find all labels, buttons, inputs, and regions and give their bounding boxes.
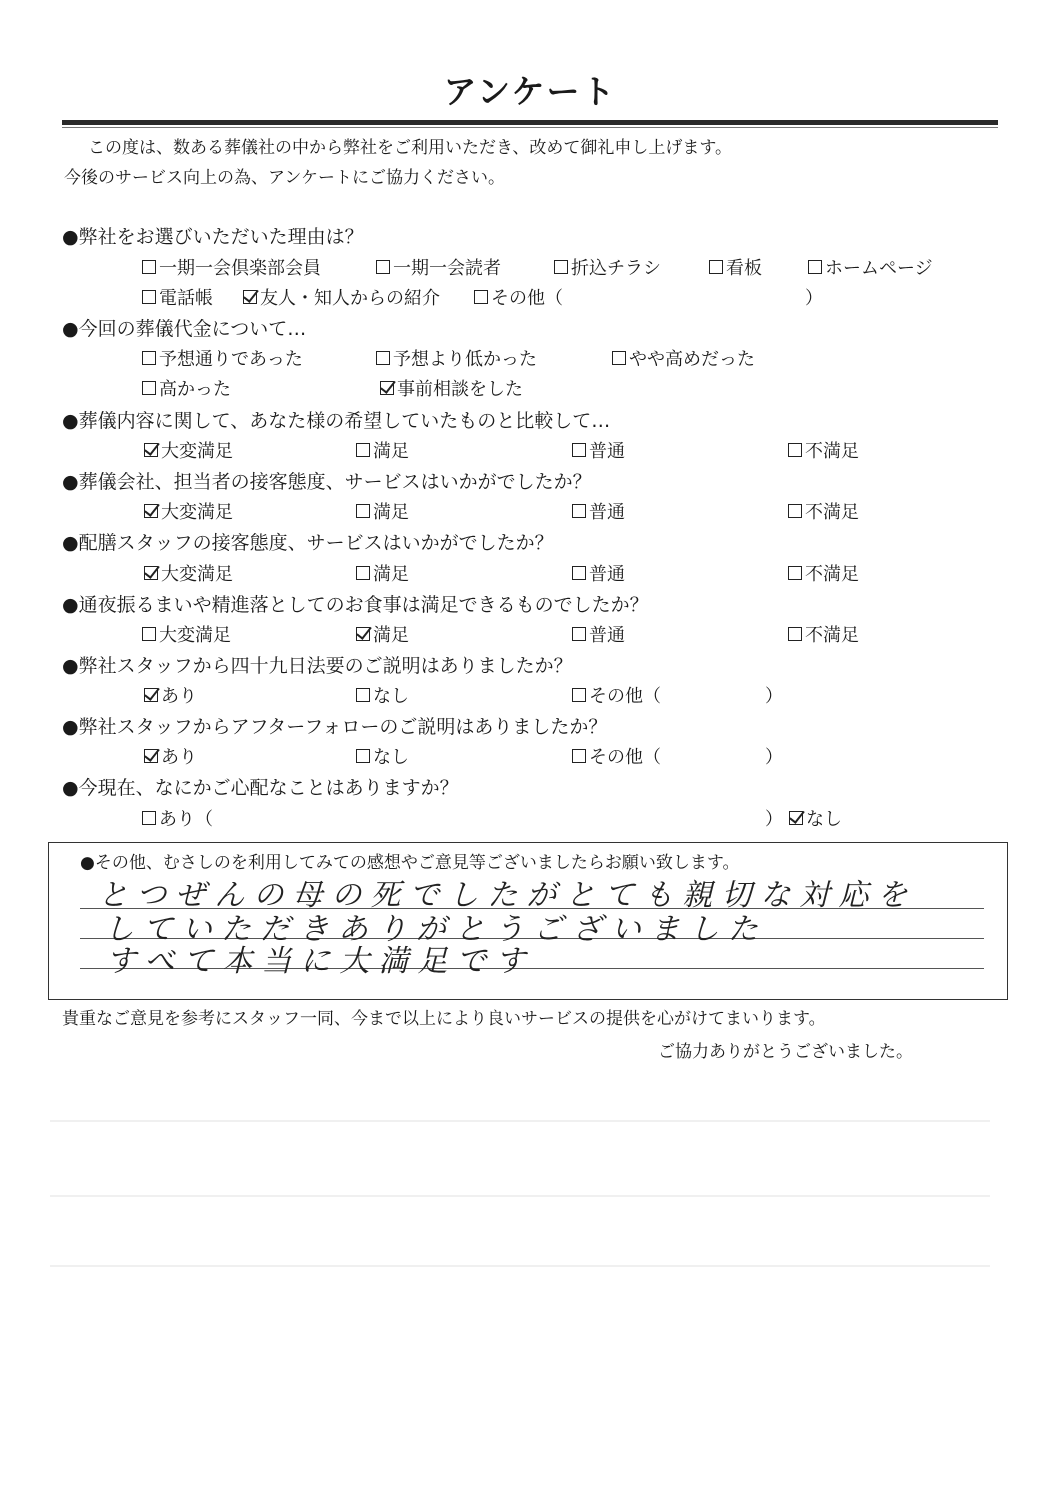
checkbox-checked[interactable] (144, 504, 158, 518)
checkbox-checked[interactable] (144, 443, 158, 457)
checkbox[interactable] (572, 688, 586, 702)
option-q1-sign[interactable]: 看板 (709, 254, 762, 280)
option-q2-lower[interactable]: 予想より低かった (376, 345, 537, 371)
checkbox[interactable] (356, 504, 370, 518)
option-q8-yes[interactable]: あり (144, 743, 197, 769)
checkbox-checked[interactable] (144, 566, 158, 580)
checkbox[interactable] (142, 627, 156, 641)
checkbox[interactable] (142, 260, 156, 274)
close-paren: ） (765, 809, 783, 830)
option-q3-very-satisfied[interactable]: 大変満足 (144, 437, 233, 463)
checkbox[interactable] (788, 627, 802, 641)
option-q3-unsatisfied[interactable]: 不満足 (788, 437, 859, 463)
option-q6-satisfied[interactable]: 満足 (356, 621, 409, 647)
question-9: ●今現在、なにかご心配なことはありますか？ (62, 777, 459, 799)
option-q4-satisfied[interactable]: 満足 (356, 498, 409, 524)
intro-line-2: 今後のサービス向上の為、アンケートにご協力ください。 (64, 168, 505, 188)
option-q8-other[interactable]: その他（ (572, 743, 661, 769)
checkbox[interactable] (572, 504, 586, 518)
checkbox-checked[interactable] (243, 290, 257, 304)
option-q9-no[interactable]: なし (789, 805, 842, 831)
option-q7-no[interactable]: なし (356, 682, 409, 708)
option-q1-reader[interactable]: 一期一会読者 (376, 254, 501, 280)
option-q7-yes[interactable]: あり (144, 682, 197, 708)
handwritten-line-3: すべて本当に大満足です (106, 944, 535, 979)
option-q1-flyer[interactable]: 折込チラシ (554, 254, 661, 280)
bleed-through-mark (50, 1120, 990, 1122)
checkbox[interactable] (788, 443, 802, 457)
checkbox[interactable] (572, 443, 586, 457)
option-q1-referral[interactable]: 友人・知人からの紹介 (243, 284, 440, 310)
option-q3-satisfied[interactable]: 満足 (356, 437, 409, 463)
footer-line-1: 貴重なご意見を参考にスタッフ一同、今まで以上により良いサービスの提供を心がけてまいります。 (62, 1009, 826, 1029)
question-4: ●葬儀会社、担当者の接客態度、サービスはいかがでしたか？ (62, 471, 592, 493)
option-q6-very-satisfied[interactable]: 大変満足 (142, 621, 231, 647)
option-q4-normal[interactable]: 普通 (572, 498, 625, 524)
comment-question: ●その他、むさしのを利用してみての感想やご意見等ございましたらお願い致します。 (80, 853, 740, 873)
checkbox-checked[interactable] (789, 811, 803, 825)
bleed-through-mark (50, 1265, 990, 1267)
checkbox[interactable] (709, 260, 723, 274)
checkbox-checked[interactable] (380, 381, 394, 395)
checkbox[interactable] (788, 504, 802, 518)
option-q6-normal[interactable]: 普通 (572, 621, 625, 647)
question-5: ●配膳スタッフの接客態度、サービスはいかがでしたか？ (62, 532, 554, 554)
checkbox-checked[interactable] (144, 688, 158, 702)
bleed-through-mark (50, 1195, 990, 1197)
checkbox[interactable] (142, 351, 156, 365)
option-q2-high[interactable]: 高かった (142, 375, 231, 401)
question-7: ●弊社スタッフから四十九日法要のご説明はありましたか？ (62, 655, 573, 677)
option-q5-unsatisfied[interactable]: 不満足 (788, 560, 859, 586)
option-q4-unsatisfied[interactable]: 不満足 (788, 498, 859, 524)
checkbox[interactable] (376, 351, 390, 365)
checkbox[interactable] (356, 566, 370, 580)
option-q7-other[interactable]: その他（ (572, 682, 661, 708)
question-2: ●今回の葬儀代金について… (62, 318, 307, 340)
option-q2-consulted[interactable]: 事前相談をした (380, 375, 523, 401)
checkbox[interactable] (142, 381, 156, 395)
close-paren: ） (765, 686, 783, 707)
option-q2-expected[interactable]: 予想通りであった (142, 345, 303, 371)
checkbox[interactable] (376, 260, 390, 274)
option-q9-yes[interactable]: あり（ (142, 805, 213, 831)
checkbox[interactable] (612, 351, 626, 365)
checkbox[interactable] (142, 811, 156, 825)
page-title: アンケート (443, 72, 617, 111)
checkbox[interactable] (788, 566, 802, 580)
option-q1-other[interactable]: その他（ (474, 284, 563, 310)
question-8: ●弊社スタッフからアフターフォローのご説明はありましたか？ (62, 716, 608, 738)
checkbox[interactable] (356, 688, 370, 702)
option-q5-very-satisfied[interactable]: 大変満足 (144, 560, 233, 586)
checkbox[interactable] (474, 290, 488, 304)
option-q1-phonebook[interactable]: 電話帳 (142, 284, 213, 310)
option-q1-member[interactable]: 一期一会倶楽部会員 (142, 254, 321, 280)
checkbox[interactable] (572, 749, 586, 763)
option-q8-no[interactable]: なし (356, 743, 409, 769)
option-q6-unsatisfied[interactable]: 不満足 (788, 621, 859, 647)
intro-line-1: この度は、数ある葬儀社の中から弊社をご利用いただき、改めて御礼申し上げます。 (88, 138, 732, 158)
question-3: ●葬儀内容に関して、あなた様の希望していたものと比較して… (62, 410, 611, 432)
title-rule-thin (62, 127, 998, 128)
option-q2-slightly-high[interactable]: やや高めだった (612, 345, 755, 371)
option-q1-homepage[interactable]: ホームページ (808, 254, 933, 280)
checkbox[interactable] (356, 749, 370, 763)
checkbox[interactable] (142, 290, 156, 304)
footer-line-2: ご協力ありがとうございました。 (658, 1042, 913, 1062)
checkbox-checked[interactable] (144, 749, 158, 763)
checkbox[interactable] (572, 627, 586, 641)
handwritten-line-2: していただきありがとうございました (104, 912, 767, 947)
question-6: ●通夜振るまいや精進落としてのお食事は満足できるものでしたか？ (62, 594, 649, 616)
checkbox[interactable] (356, 443, 370, 457)
title-rule (62, 120, 998, 125)
checkbox-checked[interactable] (356, 627, 370, 641)
checkbox[interactable] (554, 260, 568, 274)
question-1: ●弊社をお選びいただいた理由は？ (62, 226, 364, 248)
option-q5-satisfied[interactable]: 満足 (356, 560, 409, 586)
option-q5-normal[interactable]: 普通 (572, 560, 625, 586)
close-paren: ） (805, 288, 823, 309)
close-paren: ） (765, 747, 783, 768)
option-q3-normal[interactable]: 普通 (572, 437, 625, 463)
checkbox[interactable] (572, 566, 586, 580)
checkbox[interactable] (808, 260, 822, 274)
handwritten-line-1: とつぜんの母の死でしたがとても親切な対応を (98, 878, 917, 913)
option-q4-very-satisfied[interactable]: 大変満足 (144, 498, 233, 524)
